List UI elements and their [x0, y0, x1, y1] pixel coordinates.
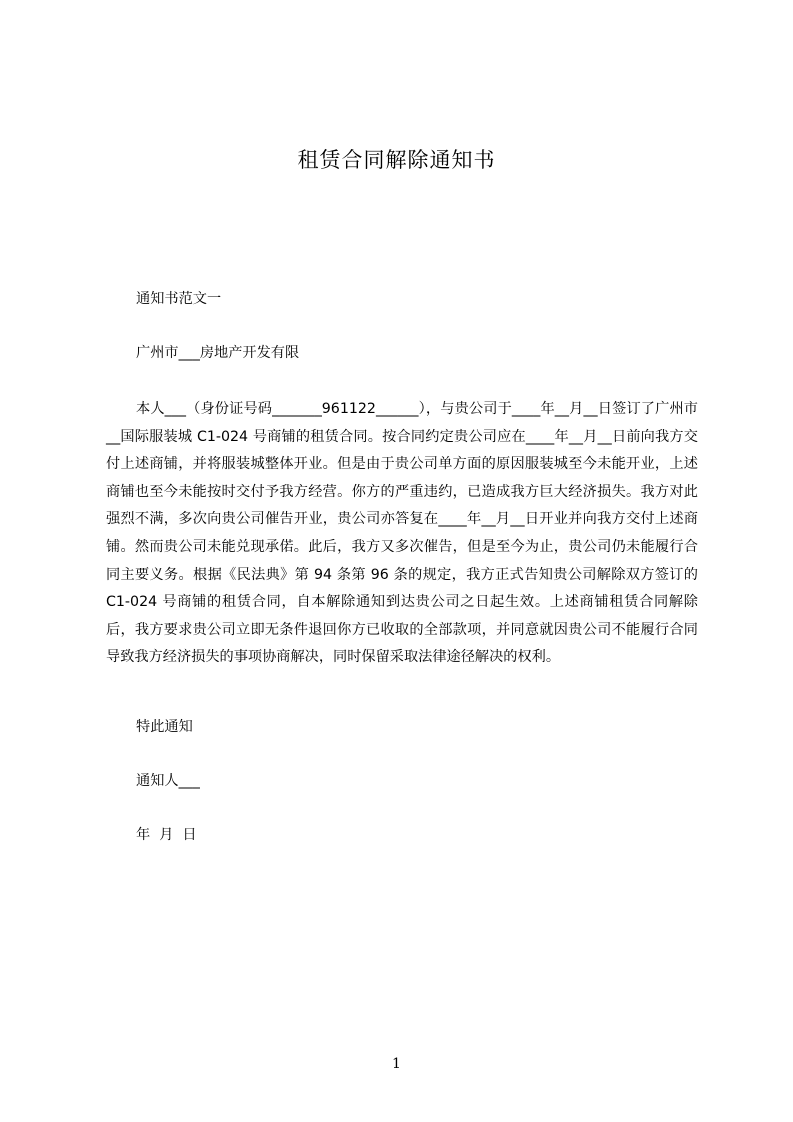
- document-title: 租赁合同解除通知书: [297, 148, 496, 172]
- notifier-line: 通知人___: [136, 773, 200, 789]
- section-heading: 通知书范文一: [136, 291, 222, 307]
- closing-line: 特此通知: [136, 719, 193, 735]
- date-line: 年 月 日: [136, 827, 197, 843]
- page-number: 1: [392, 1056, 401, 1072]
- recipient-line: 广州市___房地产开发有限: [136, 345, 300, 361]
- notice-body: 本人___（身份证号码_______961122______），与贵公司于____年__月__日签订了广州市__国际服装城 C1-024 号商铺的租赁合同。按合同约定贵公司应在____年__月__日前向我方交付上述商铺，并将服装城整体开业。但是由于贵公司单方面的原因服装城至今未能开业，上述商铺也至今未能按时交付予我方经营。你方的严重违约，已造成我方巨大经济损失。我方对此强烈不满，多次向贵公司催告开业，贵公司亦答复在____年__月__日开业并向我方交付上述商铺。然而贵公司未能兑现承偌。此后，我方又多次催告，但是至今为止，贵公司仍未能履行合同主要义务。根据《民法典》第 94 条第 96 条的规定，我方正式告知贵公司解除双方签订的 C1-024 号商铺的租赁合同，自本解除通知到达贵公司之日起生效。上述商铺租赁合同解除后，我方要求贵公司立即无条件退回你方已收取的全部款项，并同意就因贵公司不能履行合同导致我方经济损失的事项协商解决，同时保留采取法律途径解决的权利。: [106, 401, 698, 666]
